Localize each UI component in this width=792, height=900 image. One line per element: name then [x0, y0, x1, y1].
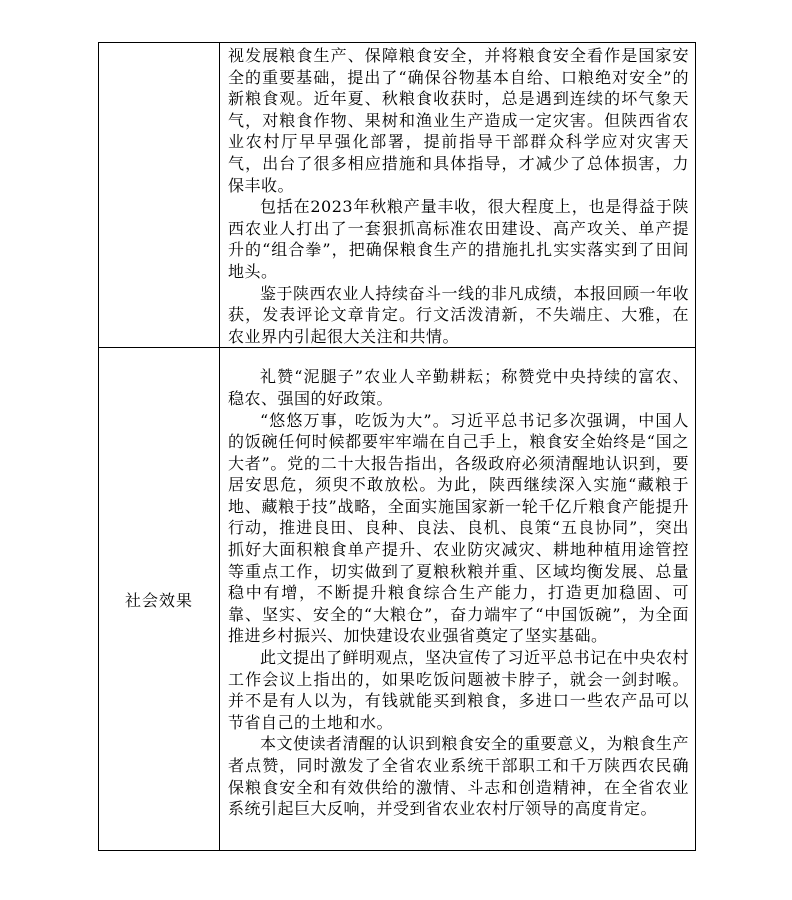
paragraph: 此文提出了鲜明观点，坚决宣传了习近平总书记在中央农村工作会议上指出的，如果吃饭问题被卡脖子，就会一剑封喉。并不是有人以为，有钱就能买到粮食，多进口一些农产品可以节省自己的土地和水。	[228, 648, 690, 732]
content-text	[220, 348, 695, 819]
paragraph: 礼赞“泥腿子”农业人辛勤耕耘；称赞党中央持续的富农、稳农、强国的好政策。	[228, 367, 689, 408]
table-row	[99, 43, 696, 348]
row-label-social-effect: 社会效果	[99, 348, 220, 851]
row-content-cell	[220, 348, 696, 851]
paragraph: 鉴于陕西农业人持续奋斗一线的非凡成绩，本报回顾一年收获，发表评论文章肯定。行文活泼清新，不失端庄、大雅，在农业界内引起很大关注和共情。	[228, 283, 690, 346]
table-row	[99, 348, 696, 851]
paragraph: 本文使读者清醒的认识到粮食安全的重要意义，为粮食生产者点赞，同时激发了全省农业系统干部职工和千万陕西农民确保粮食安全和有效供给的激情、斗志和创造精神，在全省农业系统引起巨大反响，并受到省农业农村厅领导的高度肯定。	[228, 734, 690, 819]
row-label-cell	[99, 43, 220, 348]
paragraph: 包括在2023年秋粮产量丰收，很大程度上，也是得益于陕西农业人打出了一套狠抓高标准农田建设、高产攻关、单产提升的“组合拳”，把确保粮食生产的措施扎扎实实落实到了田间地头。	[228, 197, 689, 281]
paragraph: “悠悠万事，吃饭为大”。习近平总书记多次强调，中国人的饭碗任何时候都要牢牢端在自己手上，粮食安全始终是“国之大者”。党的二十大报告指出，各级政府必须清醒地认识到，要居安思危，须臾不敢放松。为此，陕西继续深入实施“藏粮于地、藏粮于技”战略，全面实施国家新一轮千亿斤粮食产能提升行动，推进良田、良种、良法、良机、良策“五良协同”，突出抓好大面积粮食单产提升、农业防灾减灾、耕地种植用途管控等重点工作，切实做到了夏粮秋粮并重、区域均衡发展、总量稳中有增，不断提升粮食综合生产能力，打造更加稳固、可靠、坚实、安全的“大粮仓”，奋力端牢了“中国饭碗”，为全面推进乡村振兴、加快建设农业强省奠定了坚实基础。	[228, 410, 689, 646]
document-table	[98, 42, 696, 851]
paragraph: 视发展粮食生产、保障粮食安全，并将粮食安全看作是国家安全的重要基础，提出了“确保谷物基本自给、口粮绝对安全”的新粮食观。近年夏、秋粮食收获时，总是遇到连续的坏气象天气，对粮食作物、果树和渔业生产造成一定灾害。但陕西省农业农村厅早早强化部署，提前指导干部群众科学应对灾害天气，出台了很多相应措施和具体指导，才减少了总体损害，力保丰收。	[228, 46, 689, 195]
row-content-cell	[220, 43, 696, 348]
content-text	[220, 43, 695, 347]
